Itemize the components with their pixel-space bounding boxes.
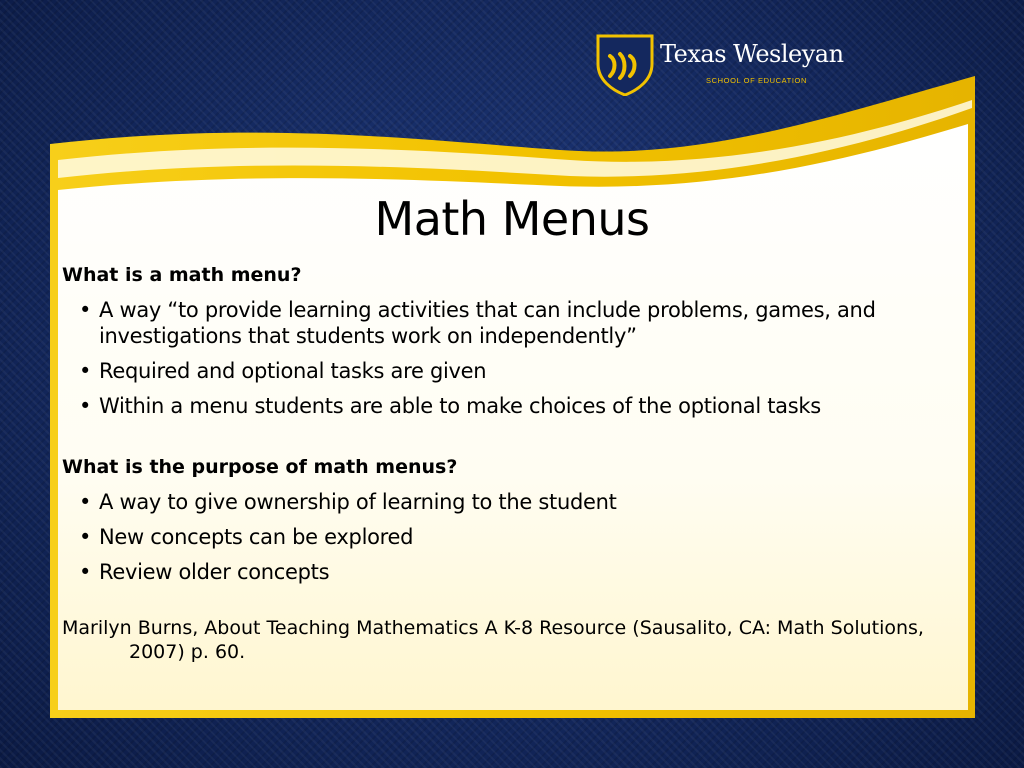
bullet-symbol: • [79,525,92,549]
list-item: • Review older concepts [79,560,330,584]
brand-logo [596,34,856,96]
bullet-symbol: • [79,359,92,383]
brand-subtitle: SCHOOL OF EDUCATION [706,76,807,85]
bullet-symbol: • [79,298,92,322]
list-item: • A way “to provide learning activities that can include problems, games, and investigations that students work on independently” [79,298,876,348]
bullet-symbol: • [79,394,92,418]
section-heading: What is a math menu? [62,264,302,286]
list-item: • Within a menu students are able to make choices of the optional tasks [79,394,821,418]
slide-title: Math Menus [374,192,650,246]
citation: Marilyn Burns, About Teaching Mathematics A K-8 Resource (Sausalito, CA: Math Solutions, 2007) p. 60. [62,617,924,663]
slide-content [62,262,967,664]
list-item: • Required and optional tasks are given [79,359,487,383]
spacer [62,594,967,616]
shield-icon [596,34,654,96]
section-heading: What is the purpose of math menus? [62,456,458,478]
list-item: • A way to give ownership of learning to the student [79,490,617,514]
brand-name: Texas Wesleyan [660,40,844,68]
bullet-symbol: • [79,560,92,584]
list-item: • New concepts can be explored [79,525,414,549]
spacer [62,428,967,454]
bullet-symbol: • [79,490,92,514]
